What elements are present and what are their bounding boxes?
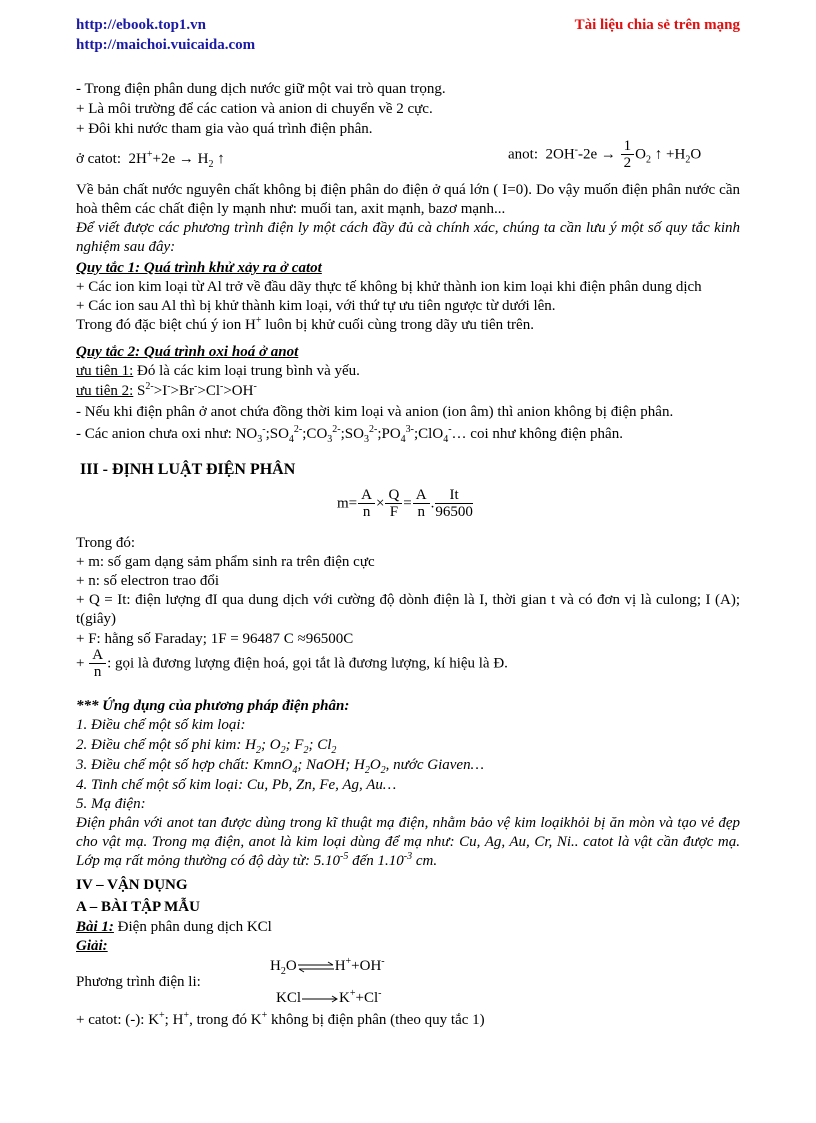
rule1-line-2: + Các ion sau Al thì bị khử thành kim loại, với thứ tự ưu tiên ngược từ dưới lên. <box>76 298 556 314</box>
rule2-line-3: - Nếu khi điện phân ở anot chứa đồng thời kim loại và anion (ion âm) thì anion không bị điện phân. <box>76 404 674 420</box>
section3-a-over-n: + $\frac{A}{n}$ : gọi là đương lượng điện hoá, gọi tắt là đương lượng, kí hiệu là Đ. <box>76 647 508 680</box>
section3-f: + F: hằng số Faraday; 1F = 96487 C ≈96500C <box>76 631 354 647</box>
rule2-line-4: - Các anion chưa oxi như: $NO_3^-;SO_4^{2-};CO_3^{2-};SO_3^{2-};PO_4^{3-};ClO_4^-\dots$ coi như không điện phân. <box>76 424 623 445</box>
apps-item-4: 4. Tinh chế một số kim loại: Cu, Pb, Zn, Fe, Ag, Au… <box>76 777 397 793</box>
faraday-formula: m= $\frac{A}{n}$ × $\frac{Q}{F}$ = $\frac{A}{n}$ . $\frac{It}{96500}$ <box>337 487 473 520</box>
paragraph-water: Về bản chất nước nguyên chất không bị điện phân do điện ở quá lớn ( I=0). Do vậy muốn điện phân nước cần hoà thêm các chất điện ly mạnh như: muối tan, axit mạnh, bazơ mạnh... <box>76 182 740 217</box>
section3-q: + Q = It: điện lượng đI qua dung dịch với cường độ dònh điện là I, thời gian t và có đơn vị là culong; I (A); t(giây) <box>76 592 740 627</box>
apps-paragraph: Điện phân với anot tan được dùng trong kĩ thuật mạ điện, nhằm bảo vệ kim loạikhỏi bị ăn mòn và tạo vẻ đẹp cho vật mạ. Trong mạ điện, anot là kim loại dùng để mạ như: Cu, Ag, Au, Cr, Ni.. catot là vật cần được mạ. Lớp mạ rất mỏng thường có độ dày từ: $5.10^{-5}$ đến $1.10^{-3}$ cm. <box>76 815 740 869</box>
intro-line-2: + Là môi trường để các cation và anion di chuyển về 2 cực. <box>76 101 433 117</box>
rule2-title: Quy tắc 2: Quá trình oxi hoá ở anot <box>76 344 299 360</box>
header-right-text: Tài liệu chia sẻ trên mạng <box>574 17 740 33</box>
ionization-label: Phương trình điện li: <box>76 974 201 990</box>
apps-item-5: 5. Mạ điện: <box>76 796 146 812</box>
apps-item-1: 1. Điều chế một số kim loại: <box>76 717 246 733</box>
apps-title: *** Ứng dụng của phương pháp điện phân: <box>76 698 350 714</box>
anot-label: anot: <box>508 146 538 163</box>
equation-anot: anot: 2OH--2e → $\frac{1}{2}$ $O_2$ ↑ $+H_2O$ <box>508 138 702 171</box>
catot-line: + catot: (-): K+; H+, trong đó K+ không bị điện phân (theo quy tắc 1) <box>76 1010 485 1028</box>
solution-label: Giải: <box>76 938 108 954</box>
section4-subtitle: A – BÀI TẬP MẪU <box>76 899 200 915</box>
equation-catot: ở catot: $2H^++2e \to H_2$ ↑ <box>76 149 225 170</box>
apps-item-2: 2. Điều chế một số phi kim: $H_2$; $O_2$; $F_2$; $Cl_2$ <box>76 737 337 756</box>
header-url-1[interactable]: http://ebook.top1.vn <box>76 17 207 33</box>
rule1-title: Quy tắc 1: Quá trình khử xảy ra ở catot <box>76 260 322 276</box>
arrow-right-icon <box>301 993 339 1005</box>
ionization-kcl: KCl K++Cl- <box>276 988 382 1006</box>
rule2-priority-2: ưu tiên 2: $S^{2-}>I^->Br^->Cl^->OH^-$ <box>76 381 257 399</box>
paragraph-rules-intro: Để viết được các phương trình điện ly một cách đầy đủ cà chính xác, chúng ta cần lưu ý một số quy tắc kinh nghiệm sau đây: <box>76 220 740 255</box>
section3-n: + n: số electron trao đổi <box>76 573 220 589</box>
rule1-line-3: Trong đó đặc biệt chú ý ion H+ luôn bị khử cuối cùng trong dãy ưu tiên trên. <box>76 315 534 333</box>
exercise-1: Bài 1: Điện phân dung dịch KCl <box>76 919 272 935</box>
fraction-half: $\frac{1}{2}$ <box>621 138 635 172</box>
rule2-priority-1: ưu tiên 1: Đó là các kim loại trung bình và yếu. <box>76 363 360 379</box>
reversible-arrow-icon <box>297 961 335 973</box>
intro-line-1: - Trong điện phân dung dịch nước giữ một vai trò quan trọng. <box>76 81 446 97</box>
catot-label: ở catot: <box>76 151 121 167</box>
rule1-line-1: + Các ion kim loại từ Al trở về đầu dãy thực tế không bị khử thành ion kim loại khi điện phân dung dịch <box>76 279 702 295</box>
section3-title: III - ĐỊNH LUẬT ĐIỆN PHÂN <box>80 461 296 478</box>
section3-where: Trong đó: <box>76 535 136 551</box>
header-url-2[interactable]: http://maichoi.vuicaida.com <box>76 37 256 53</box>
section3-m: + m: số gam dạng sảm phẩm sinh ra trên điện cực <box>76 554 375 570</box>
section4-title: IV – VẬN DỤNG <box>76 877 188 893</box>
intro-line-3: + Đôi khi nước tham gia vào quá trình điện phân. <box>76 121 373 137</box>
apps-item-3: 3. Điều chế một số hợp chất: KmnO$_4$; NaOH; $H_2O_2$, nước Giaven… <box>76 757 484 776</box>
ionization-water: $H_2O$ H++OH- <box>270 956 385 977</box>
